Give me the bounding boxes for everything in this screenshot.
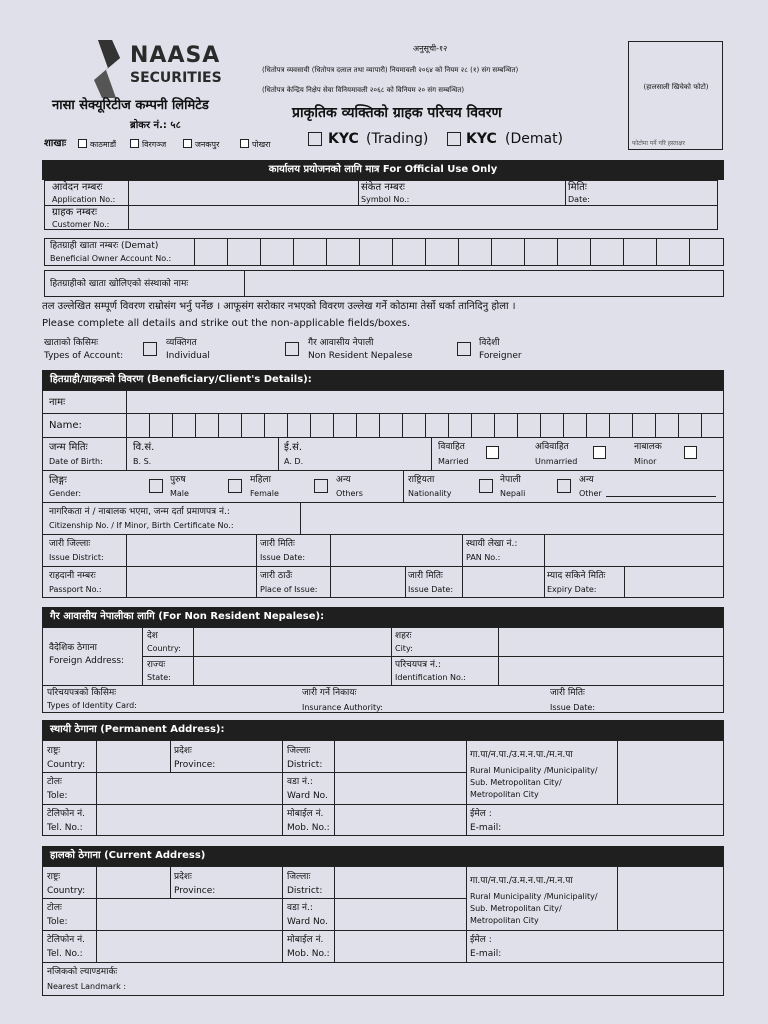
issue-district-field[interactable] <box>128 535 254 565</box>
curr-municipality-label: गा.पा/न.पा./उ.म.न.पा./म.न.पा <box>470 876 573 886</box>
perm-district-label-en: District: <box>287 760 323 770</box>
nepali-checkbox[interactable] <box>479 479 493 493</box>
bs-label-en: B. S. <box>133 457 152 466</box>
other-nationality-field[interactable] <box>606 496 716 497</box>
curr-tole-field[interactable] <box>98 899 280 929</box>
curr-mob-label: मोबाईल नं. <box>287 935 324 945</box>
perm-district-label: जिल्लाः <box>287 746 311 756</box>
passport-field[interactable] <box>128 567 254 597</box>
gender-label: लिङ्गः <box>49 475 67 486</box>
curr-district-label: जिल्लाः <box>287 872 311 882</box>
passport-issue-date-field[interactable] <box>464 567 542 597</box>
married-label-en: Married <box>438 457 469 466</box>
curr-country-label: राष्ट्रः <box>47 872 61 882</box>
unmarried-label: अविवाहित <box>535 442 569 452</box>
curr-mob-field[interactable] <box>336 931 464 961</box>
perm-tel-label: टेलिफोन नं. <box>47 809 85 819</box>
perm-province-label: प्रदेशः <box>174 746 192 756</box>
col-divider <box>282 740 283 836</box>
nationality-label: राष्ट्रियता <box>408 475 435 485</box>
individual-label: व्यक्तिगत <box>166 338 197 348</box>
perm-ward-label: वडा नं.: <box>287 777 313 787</box>
permanent-address-bar: स्थायी ठेगाना (Permanent Address): <box>42 720 724 740</box>
curr-mob-label-en: Mob. No.: <box>287 949 330 959</box>
expiry-date-label-en: Expiry Date: <box>547 585 597 594</box>
branch-checkbox[interactable] <box>183 139 192 148</box>
issuing-authority-label-en: Insurance Authority: <box>302 703 383 712</box>
curr-municipality-label-en3: Metropolitan City <box>470 916 539 925</box>
name-letter-grid <box>126 413 724 437</box>
perm-municipality-label: गा.पा/न.पा./उ.म.न.पा./म.न.पा <box>470 750 573 760</box>
nepali-label-en: Nepali <box>500 489 526 498</box>
perm-mob-label-en: Mob. No.: <box>287 823 330 833</box>
col-divider <box>431 437 432 470</box>
foreign-address-label-en: Foreign Address: <box>49 656 125 666</box>
name-letter-boxes[interactable] <box>126 413 724 437</box>
nrn-issue-date-label: जारी मितिः <box>550 688 585 698</box>
bo-account-digit-boxes[interactable] <box>194 238 724 266</box>
other-nationality-label-en: Other <box>579 489 602 498</box>
col-divider <box>334 740 335 836</box>
minor-label-en: Minor <box>634 457 657 466</box>
perm-tole-label-en: Tole: <box>47 791 68 801</box>
perm-country-field[interactable] <box>98 741 168 771</box>
foreigner-checkbox[interactable] <box>457 342 471 356</box>
col-divider <box>403 470 404 502</box>
branch-name: काठमाडौं <box>90 140 117 149</box>
name-label-en: Name: <box>49 420 82 431</box>
kyc-trading-label: (Trading) <box>366 131 429 147</box>
perm-mob-label: मोबाईल नं. <box>287 809 324 819</box>
nrn-country-field[interactable] <box>195 628 389 655</box>
pan-label: स्थायी लेखा नं.: <box>466 539 518 549</box>
name-np-field[interactable] <box>128 391 722 412</box>
male-label-en: Male <box>170 489 189 498</box>
issue-district-label-en: Issue District: <box>49 553 104 562</box>
curr-ward-label: वडा नं.: <box>287 903 313 913</box>
branch-row <box>44 137 284 151</box>
curr-municipality-label-en1: Rural Municipality /Municipality/ <box>470 892 598 901</box>
curr-ward-field[interactable] <box>336 899 464 929</box>
dob-label-en: Date of Birth: <box>49 457 103 466</box>
row-divider <box>42 437 724 438</box>
minor-label: नाबालक <box>634 442 662 452</box>
branch-name: विरगञ्ज <box>142 140 167 149</box>
others-gender-label-en: Others <box>336 489 363 498</box>
photo-signature-text: फोटोमा पर्ने गरि हस्ताक्षर <box>632 140 685 147</box>
col-divider <box>466 740 467 836</box>
col-divider <box>330 534 331 566</box>
perm-tel-label-en: Tel. No.: <box>47 823 83 833</box>
pan-label-en: PAN No.: <box>466 553 501 562</box>
row-divider <box>42 685 724 686</box>
instructions-np: तल उल्लेखित सम्पूर्ण विवरण राम्रोसंग भर्नु पर्नेछ । आफूसंग सरोकार नभएको विवरण उल्लेख गर्ने कोठामा तेर्सो धर्का तानिदिनु होला । <box>42 301 516 312</box>
citizenship-label: नागरिकता नं / नाबालक भएमा, जन्म दर्ता प्रमाणपत्र नं.: <box>49 507 230 517</box>
branch-name: पोखरा <box>252 140 271 149</box>
kyc-trading-bold: KYC <box>328 131 359 147</box>
company-name: नासा सेक्यूरिटीज कम्पनी लिमिटेड <box>52 98 209 113</box>
branch-checkbox[interactable] <box>130 139 139 148</box>
nrn-state-field[interactable] <box>195 657 389 684</box>
account-type-label-en: Types of Account: <box>44 351 124 361</box>
issue-date-label-en: Issue Date: <box>260 553 306 562</box>
landmark-label: नजिकको ल्याण्डमार्कः <box>47 967 118 977</box>
issuing-authority-label: जारी गर्ने निकायः <box>302 688 357 698</box>
branch-checkbox[interactable] <box>78 139 87 148</box>
date-label: मितिः <box>568 182 587 193</box>
male-label: पुरुष <box>170 475 186 485</box>
col-divider <box>193 627 194 685</box>
nrn-label-en: Non Resident Nepalese <box>308 351 413 361</box>
place-of-issue-label-en: Place of Issue: <box>260 585 318 594</box>
nepali-label: नेपाली <box>500 475 521 485</box>
logo-mark-icon <box>92 40 124 98</box>
individual-label-en: Individual <box>166 351 210 361</box>
broker-number: ब्रोकर नं.: ५८ <box>130 120 181 131</box>
ad-label: ई.सं. <box>284 442 303 453</box>
col-divider <box>462 566 463 598</box>
curr-municipality-label-en2: Sub. Metropolitan City/ <box>470 904 562 913</box>
perm-tel-field[interactable] <box>98 805 280 835</box>
row-divider <box>42 470 724 471</box>
landmark-field[interactable] <box>170 963 722 995</box>
curr-email-label-en: E-mail: <box>470 949 502 959</box>
dob-label: जन्म मितिः <box>49 442 88 453</box>
date-label-en: Date: <box>568 195 590 204</box>
foreigner-label: विदेशी <box>479 338 500 348</box>
passport-issue-date-label: जारी मितिः <box>408 571 443 581</box>
curr-email-field[interactable] <box>520 931 722 961</box>
logo-text-securities: SECURITIES <box>130 70 222 86</box>
perm-country-label: राष्ट्रः <box>47 746 61 756</box>
regulation-line-1: (धितोपत्र व्यवसायी (धितोपत्र दलाल तथा व्यापारी) नियमावली २०६४ को नियम २८ (१) संग सम्बन्धित) <box>262 66 519 74</box>
pan-field[interactable] <box>546 535 722 565</box>
col-divider <box>244 270 245 297</box>
kyc-trading-option[interactable] <box>308 131 438 149</box>
issue-date-label: जारी मितिः <box>260 539 295 549</box>
id-type-label-en: Types of Identity Card: <box>47 701 137 710</box>
perm-municipality-label-en1: Rural Municipality /Municipality/ <box>470 766 598 775</box>
curr-municipality-field[interactable] <box>619 867 722 929</box>
institution-label: हितग्राहीको खाता खोलिएको संस्थाको नामः <box>50 279 189 289</box>
account-type-label: खाताको किसिमः <box>44 338 99 348</box>
perm-email-field[interactable] <box>520 805 722 835</box>
perm-ward-label-en: Ward No. <box>287 791 328 801</box>
nrn-id-no-field[interactable] <box>500 657 722 684</box>
col-divider <box>391 627 392 685</box>
bo-account-label: हितग्राही खाता नम्बरः (Demat) <box>50 241 159 251</box>
individual-checkbox[interactable] <box>143 342 157 356</box>
bo-digit-grid <box>194 238 724 266</box>
id-type-label: परिचयपत्रको किसिमः <box>47 688 117 698</box>
beneficiary-bar: हितग्राही/ग्राहकको विवरण (Beneficiary/Client's Details): <box>42 370 724 390</box>
expiry-date-label: म्याद सकिने मितिः <box>547 571 606 581</box>
nrn-checkbox[interactable] <box>285 342 299 356</box>
form-title: प्राकृतिक व्यक्तिको ग्राहक परिचय विवरण <box>292 105 502 121</box>
kyc-demat-checkbox[interactable] <box>447 132 461 146</box>
col-divider <box>624 566 625 598</box>
nrn-city-label: शहरः <box>395 631 412 641</box>
gender-label-en: Gender: <box>49 489 82 498</box>
nrn-label: गैर आवासीय नेपाली <box>308 338 374 348</box>
col-divider <box>498 627 499 685</box>
curr-tel-label: टेलिफोन नं. <box>47 935 85 945</box>
perm-municipality-field[interactable] <box>619 741 722 803</box>
female-checkbox[interactable] <box>228 479 242 493</box>
curr-province-label-en: Province: <box>174 886 216 896</box>
col-divider <box>358 180 359 205</box>
symbol-no-label: संकेत नम्बरः <box>361 182 405 193</box>
female-label-en: Female <box>250 489 279 498</box>
col-divider <box>405 566 406 598</box>
married-checkbox[interactable] <box>486 446 499 459</box>
kyc-demat-bold: KYC <box>466 131 497 147</box>
curr-tel-label-en: Tel. No.: <box>47 949 83 959</box>
branch-label: शाखाः <box>44 138 67 149</box>
photo-placeholder-text: (हालसाली खिचेको फोटो) <box>643 83 709 91</box>
foreigner-label-en: Foreigner <box>479 351 522 361</box>
col-divider <box>170 866 171 898</box>
other-nationality-checkbox[interactable] <box>557 479 571 493</box>
unmarried-label-en: Unmarried <box>535 457 578 466</box>
curr-country-field[interactable] <box>98 867 168 897</box>
other-nationality-label: अन्य <box>579 475 594 485</box>
curr-province-label: प्रदेशः <box>174 872 192 882</box>
passport-issue-date-label-en: Issue Date: <box>408 585 454 594</box>
col-divider <box>330 566 331 598</box>
issue-date-field[interactable] <box>332 535 460 565</box>
nrn-state-label: राज्यः <box>147 660 166 670</box>
name-label: नामः <box>49 397 66 408</box>
application-no-field[interactable] <box>130 181 356 204</box>
curr-district-field[interactable] <box>336 867 464 897</box>
place-of-issue-label: जारी ठाउँः <box>260 571 293 581</box>
col-divider <box>96 740 97 836</box>
application-no-label-en: Application No.: <box>52 195 116 204</box>
col-divider <box>96 866 97 962</box>
col-divider <box>170 740 171 772</box>
official-use-bar: कार्यालय प्रयोजनको लागि मात्र For Official Use Only <box>42 160 724 180</box>
curr-email-label: ईमेल : <box>470 935 492 945</box>
col-divider <box>544 566 545 598</box>
symbol-no-label-en: Symbol No.: <box>361 195 410 204</box>
others-gender-checkbox[interactable] <box>314 479 328 493</box>
nrn-bar: गैर आवासीय नेपालीका लागि (For Non Resident Nepalese): <box>42 607 724 627</box>
regulation-line-2: (धितोपत्र केन्द्रिय निक्षेप सेवा विनियमावली २०६८ को विनियम २० संग सम्बन्धित) <box>262 86 465 94</box>
nationality-label-en: Nationality <box>408 489 452 498</box>
place-of-issue-field[interactable] <box>332 567 403 597</box>
col-divider <box>617 866 618 930</box>
unmarried-checkbox[interactable] <box>593 446 606 459</box>
married-label: विवाहित <box>438 442 465 452</box>
col-divider <box>126 437 127 470</box>
col-divider <box>565 180 566 205</box>
col-divider <box>278 437 279 470</box>
customer-no-field[interactable] <box>130 206 716 229</box>
male-checkbox[interactable] <box>149 479 163 493</box>
nrn-city-field[interactable] <box>500 628 722 655</box>
curr-tole-label: टोलः <box>47 903 62 913</box>
perm-municipality-label-en2: Sub. Metropolitan City/ <box>470 778 562 787</box>
nrn-state-label-en: State: <box>147 673 171 682</box>
application-no-label: आवेदन नम्बरः <box>52 182 103 193</box>
bo-account-label-en: Beneficial Owner Account No.: <box>50 254 172 263</box>
col-divider <box>256 534 257 598</box>
perm-ward-field[interactable] <box>336 773 464 803</box>
col-divider <box>617 740 618 804</box>
col-divider <box>544 534 545 566</box>
perm-tole-field[interactable] <box>98 773 280 803</box>
kyc-trading-checkbox[interactable] <box>308 132 322 146</box>
foreign-address-label: वैदेशिक ठेगाना <box>49 643 97 653</box>
expiry-date-field[interactable] <box>626 567 722 597</box>
citizenship-field[interactable] <box>302 503 722 533</box>
perm-email-label-en: E-mail: <box>470 823 502 833</box>
perm-mob-field[interactable] <box>336 805 464 835</box>
passport-label: राहदानी नम्बरः <box>49 571 96 581</box>
citizenship-label-en: Citizenship No. / If Minor, Birth Certificate No.: <box>49 521 234 530</box>
nrn-issue-date-label-en: Issue Date: <box>550 703 596 712</box>
perm-municipality-label-en3: Metropolitan City <box>470 790 539 799</box>
col-divider <box>126 534 127 598</box>
female-label: महिला <box>250 475 271 485</box>
curr-tole-label-en: Tole: <box>47 917 68 927</box>
photo-box[interactable] <box>628 41 723 150</box>
nrn-id-no-label: परिचयपत्र नं.: <box>395 660 441 670</box>
curr-tel-field[interactable] <box>98 931 280 961</box>
branch-name: जनकपुर <box>195 140 220 149</box>
minor-checkbox[interactable] <box>684 446 697 459</box>
perm-district-field[interactable] <box>336 741 464 771</box>
col-divider <box>282 866 283 962</box>
current-address-bar: हालको ठेगाना (Current Address) <box>42 846 724 866</box>
instructions-en: Please complete all details and strike out the non-applicable fields/boxes. <box>42 318 411 329</box>
nrn-city-label-en: City: <box>395 644 413 653</box>
ad-label-en: A. D. <box>284 457 304 466</box>
nrn-id-no-label-en: Identification No.: <box>395 673 466 682</box>
customer-no-label-en: Customer No.: <box>52 220 110 229</box>
others-gender-label: अन्य <box>336 475 351 485</box>
curr-district-label-en: District: <box>287 886 323 896</box>
institution-name-field[interactable] <box>246 271 722 296</box>
kyc-demat-option[interactable] <box>447 131 572 149</box>
col-divider <box>142 627 143 685</box>
nrn-country-label-en: Country: <box>147 644 181 653</box>
kyc-demat-label: (Demat) <box>505 131 564 147</box>
perm-tole-label: टोलः <box>47 777 62 787</box>
curr-country-label-en: Country: <box>47 886 86 896</box>
perm-province-label-en: Province: <box>174 760 216 770</box>
schedule-number: अनुसूची-१२ <box>413 44 448 53</box>
col-divider <box>462 534 463 566</box>
logo-text-naasa: NAASA <box>130 43 221 68</box>
col-divider <box>128 180 129 230</box>
curr-ward-label-en: Ward No. <box>287 917 328 927</box>
landmark-label-en: Nearest Landmark : <box>47 982 127 991</box>
col-divider <box>300 502 301 534</box>
col-divider <box>466 866 467 962</box>
branch-checkbox[interactable] <box>240 139 249 148</box>
customer-no-label: ग्राहक नम्बरः <box>52 207 98 218</box>
issue-district-label: जारी जिल्लाः <box>49 539 91 549</box>
col-divider <box>334 866 335 962</box>
nrn-country-label: देश <box>147 631 158 641</box>
bs-label: वि.सं. <box>133 442 155 453</box>
perm-country-label-en: Country: <box>47 760 86 770</box>
passport-label-en: Passport No.: <box>49 585 102 594</box>
company-logo <box>92 40 232 98</box>
perm-email-label: ईमेल : <box>470 809 492 819</box>
